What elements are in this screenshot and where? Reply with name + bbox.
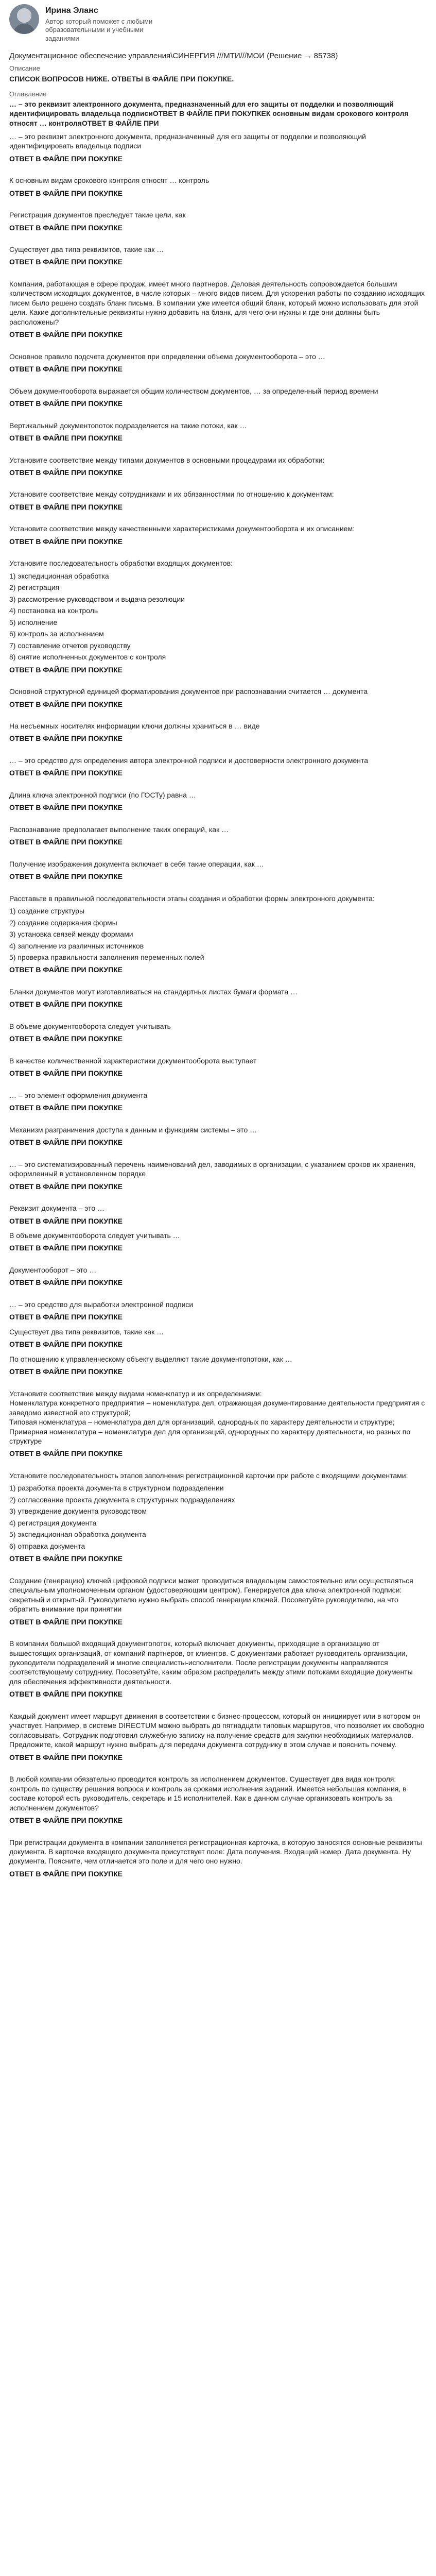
question-block — [9, 1056, 427, 1078]
question-item: 5) исполнение — [9, 618, 58, 626]
question-block — [9, 790, 427, 812]
question-block — [9, 489, 427, 512]
answer-label: ОТВЕТ В ФАЙЛЕ ПРИ ПОКУПКЕ — [9, 1278, 123, 1287]
question-text: Объем документооборота выражается общим количеством документов, … за определенный период времени — [9, 386, 378, 395]
question-item: 6) отправка документа — [9, 1541, 85, 1550]
question-block — [9, 987, 427, 1009]
question-block — [9, 245, 427, 267]
question-text: Установите последовательность этапов заполнения регистрационной карточки при работе с входящими документами: — [9, 1471, 408, 1480]
answer-label: ОТВЕТ В ФАЙЛЕ ПРИ ПОКУПКЕ — [9, 1690, 123, 1699]
answer-label: ОТВЕТ В ФАЙЛЕ ПРИ ПОКУПКЕ — [9, 965, 123, 974]
author-avatar[interactable] — [9, 4, 39, 34]
description-text: СПИСОК ВОПРОСОВ НИЖЕ. ОТВЕТЫ В ФАЙЛЕ ПРИ ПОКУПКЕ. — [9, 74, 234, 83]
question-text: В объеме документооборота следует учитывать … — [9, 1231, 180, 1240]
question-item: 6) контроль за исполнением — [9, 630, 104, 638]
question-block — [9, 1204, 427, 1226]
answer-label: ОТВЕТ В ФАЙЛЕ ПРИ ПОКУПКЕ — [9, 1753, 123, 1761]
answer-label: ОТВЕТ В ФАЙЛЕ ПРИ ПОКУПКЕ — [9, 1244, 123, 1252]
answer-label: ОТВЕТ В ФАЙЛЕ ПРИ ПОКУПКЕ — [9, 665, 123, 674]
answer-label: ОТВЕТ В ФАЙЛЕ ПРИ ПОКУПКЕ — [9, 330, 123, 339]
question-text: Бланки документов могут изготавливаться на стандартных листах бумаги формата … — [9, 987, 298, 996]
question-text: Основное правило подсчета документов при определении объема документооборота – это … — [9, 352, 325, 361]
question-text: Установите соответствие между сотрудниками и их обязанностями по отношению к документам: — [9, 490, 334, 499]
question-block — [9, 1300, 427, 1322]
toc-text: … – это реквизит электронного документа, предназначенный для его защиты от подделки и позволяющий идентифицировать владельца подписиОТВЕТ В ФАЙЛЕ ПРИ ПОКУПКЕК основным видам срокового контроля относят … контроляОТВЕТ В ФАЙЛЕ ПРИ — [9, 100, 409, 127]
answer-label: ОТВЕТ В ФАЙЛЕ ПРИ ПОКУПКЕ — [9, 700, 123, 708]
page-title: Документационное обеспечение управления\СИНЕРГИЯ ///МТИ///МОИ (Решение → 85738) — [9, 51, 338, 60]
question-text: … – это средство для выработки электронной подписи — [9, 1300, 194, 1309]
question-text: Длина ключа электронной подписи (по ГОСТу) равна … — [9, 790, 196, 799]
answer-label: ОТВЕТ В ФАЙЛЕ ПРИ ПОКУПКЕ — [9, 769, 123, 777]
answer-label: ОТВЕТ В ФАЙЛЕ ПРИ ПОКУПКЕ — [9, 258, 123, 266]
question-block — [9, 1639, 427, 1699]
question-block — [9, 210, 427, 232]
answer-label: ОТВЕТ В ФАЙЛЕ ПРИ ПОКУПКЕ — [9, 399, 123, 408]
question-block — [9, 1471, 427, 1564]
question-block — [9, 1838, 427, 1879]
question-block — [9, 1711, 427, 1762]
answer-label: ОТВЕТ В ФАЙЛЕ ПРИ ПОКУПКЕ — [9, 502, 123, 511]
answer-label: ОТВЕТ В ФАЙЛЕ ПРИ ПОКУПКЕ — [9, 872, 123, 881]
answer-label: ОТВЕТ В ФАЙЛЕ ПРИ ПОКУПКЕ — [9, 1449, 123, 1458]
question-text: Существует два типа реквизитов, такие как … — [9, 1327, 164, 1336]
question-text: Установите последовательность обработки входящих документов: — [9, 559, 233, 568]
question-item: 3) установка связей между формами — [9, 930, 133, 939]
answer-label: ОТВЕТ В ФАЙЛЕ ПРИ ПОКУПКЕ — [9, 1340, 123, 1349]
question-text: Расставьте в правильной последовательности этапы создания и обработки формы электронного документа: — [9, 894, 375, 903]
question-block — [9, 1774, 427, 1825]
question-text: … – это элемент оформления документа — [9, 1091, 148, 1099]
question-text: Документооборот – это … — [9, 1265, 97, 1274]
question-text: Существует два типа реквизитов, такие как … — [9, 245, 164, 253]
answer-label: ОТВЕТ В ФАЙЛЕ ПРИ ПОКУПКЕ — [9, 1138, 123, 1147]
question-text: Реквизит документа – это … — [9, 1204, 105, 1213]
question-item: 1) разработка проекта документа в структурном подразделении — [9, 1484, 224, 1493]
question-block — [9, 859, 427, 882]
answer-label: ОТВЕТ В ФАЙЛЕ ПРИ ПОКУПКЕ — [9, 154, 123, 163]
question-block — [9, 132, 427, 163]
question-item: 8) снятие исполненных документов с контроля — [9, 653, 166, 662]
question-block — [9, 1389, 427, 1459]
question-item: 7) составление отчетов руководству — [9, 641, 131, 650]
question-items — [9, 906, 427, 962]
question-item: 4) заполнение из различных источников — [9, 941, 144, 950]
question-block — [9, 1265, 427, 1287]
author-name[interactable]: Ирина Эланс — [45, 6, 98, 15]
question-block — [9, 721, 427, 743]
question-block — [9, 1576, 427, 1626]
question-block — [9, 352, 427, 374]
question-item: 4) постановка на контроль — [9, 606, 98, 615]
question-item: 5) проверка правильности заполнения переменных полей — [9, 953, 204, 962]
author-block — [9, 4, 427, 43]
question-block — [9, 687, 427, 709]
question-text: Установите соответствие между видами номенклатур и их определениями: Номенклатура конкретного предприятия – номенклатура дел, отражающая документирование деятельности предприятия с заведомо известной его структурой; Типовая номенклатура – номенклатура дел для организаций, однородных по характеру деятельности и структуре; Примерная номенклатура – номенклатура дел для организаций, однородных по характеру деятельности, но разных по структуре — [9, 1389, 425, 1446]
question-block — [9, 279, 427, 340]
answer-label: ОТВЕТ В ФАЙЛЕ ПРИ ПОКУПКЕ — [9, 1069, 123, 1078]
question-block — [9, 894, 427, 975]
question-text: Установите соответствие между типами документов в основными процедурами их обработки: — [9, 455, 325, 464]
answer-label: ОТВЕТ В ФАЙЛЕ ПРИ ПОКУПКЕ — [9, 537, 123, 546]
question-block — [9, 825, 427, 847]
question-text: … – это реквизит электронного документа, предназначенный для его защиты от подделки и позволяющий идентифицировать владельца подписи — [9, 132, 366, 150]
question-text: В объеме документооборота следует учитывать — [9, 1022, 171, 1030]
answer-label: ОТВЕТ В ФАЙЛЕ ПРИ ПОКУПКЕ — [9, 434, 123, 443]
question-text: Регистрация документов преследует такие цели, как — [9, 211, 186, 219]
answer-label: ОТВЕТ В ФАЙЛЕ ПРИ ПОКУПКЕ — [9, 1869, 123, 1878]
question-item: 4) регистрация документа — [9, 1518, 97, 1527]
question-text: Вертикальный документопоток подразделяется на такие потоки, как … — [9, 421, 247, 430]
description-label: Описание — [9, 64, 40, 73]
question-block — [9, 1022, 427, 1044]
answer-label: ОТВЕТ В ФАЙЛЕ ПРИ ПОКУПКЕ — [9, 365, 123, 374]
question-block — [9, 455, 427, 478]
question-text: В компании большой входящий документопоток, который включает документы, приходящие в организацию от вышестоящих организаций, от компаний партнеров, от клиентов. С документами работает руководитель организации, руководители подразделений и многие специалисты-исполнители. После регистрации документы направляются соответствующему сотруднику. Посоветуйте, каким образом распределить между этими потоками входящие документы для обеспечения эффективности деятельности. — [9, 1639, 413, 1686]
answer-label: ОТВЕТ В ФАЙЛЕ ПРИ ПОКУПКЕ — [9, 1367, 123, 1376]
answer-label: ОТВЕТ В ФАЙЛЕ ПРИ ПОКУПКЕ — [9, 1000, 123, 1009]
answer-label: ОТВЕТ В ФАЙЛЕ ПРИ ПОКУПКЕ — [9, 1035, 123, 1043]
question-item: 2) согласование проекта документа в структурных подразделениях — [9, 1495, 235, 1504]
question-item: 2) регистрация — [9, 583, 60, 592]
questions-list — [9, 132, 427, 1879]
toc-label: Оглавление — [9, 90, 47, 98]
question-text: Получение изображения документа включает в себя такие операции, как … — [9, 859, 264, 868]
question-text: В любой компании обязательно проводится контроль за исполнением документов. Существует два вида контроля: контроль по существу решения вопроса и контроль за сроками исполнения заданий. Имеется небольшая компания, в составе которой есть руководитель, секретарь и 15 исполнителей. Как в данном случае организовать контроль за исполнением документов? — [9, 1775, 407, 1812]
question-text: Механизм разграничения доступа к данным и функциям системы – это … — [9, 1125, 257, 1134]
question-block — [9, 524, 427, 546]
answer-label: ОТВЕТ В ФАЙЛЕ ПРИ ПОКУПКЕ — [9, 1617, 123, 1626]
answer-label: ОТВЕТ В ФАЙЛЕ ПРИ ПОКУПКЕ — [9, 468, 123, 477]
answer-label: ОТВЕТ В ФАЙЛЕ ПРИ ПОКУПКЕ — [9, 803, 123, 812]
question-item: 2) создание содержания формы — [9, 918, 117, 927]
answer-label: ОТВЕТ В ФАЙЛЕ ПРИ ПОКУПКЕ — [9, 189, 123, 197]
question-text: … – это систематизированный перечень наименований дел, заводимых в организации, с указанием сроков их хранения, оформленный в установленном порядке — [9, 1160, 416, 1178]
question-item: 5) экспедиционная обработка документа — [9, 1530, 146, 1539]
question-items — [9, 1483, 427, 1551]
question-item: 3) рассмотрение руководством и выдача резолюции — [9, 595, 185, 603]
question-block — [9, 386, 427, 409]
question-text: Установите соответствие между качественными характеристиками документооборота и их описанием: — [9, 524, 355, 533]
answer-label: ОТВЕТ В ФАЙЛЕ ПРИ ПОКУПКЕ — [9, 1313, 123, 1321]
answer-label: ОТВЕТ В ФАЙЛЕ ПРИ ПОКУПКЕ — [9, 1182, 123, 1191]
question-text: По отношению к управленческому объекту выделяют такие документопотоки, как … — [9, 1354, 292, 1363]
answer-label: ОТВЕТ В ФАЙЛЕ ПРИ ПОКУПКЕ — [9, 1104, 123, 1112]
question-text: Основной структурной единицей форматирования документов при распознавании считается … документа — [9, 687, 368, 696]
question-block — [9, 421, 427, 443]
question-block — [9, 756, 427, 778]
question-item: 1) создание структуры — [9, 907, 85, 916]
question-block — [9, 1231, 427, 1253]
answer-label: ОТВЕТ В ФАЙЛЕ ПРИ ПОКУПКЕ — [9, 734, 123, 743]
question-text: … – это средство для определения автора электронной подписи и достоверности электронного документа — [9, 756, 369, 765]
question-text: Каждый документ имеет маршрут движения в соответствии с бизнес-процессом, который он инициирует или в котором он участвует. Например, в системе DIRECTUM можно выбрать до пятнадцати типовых маршрутов, что позволяет их свободно согласовывать. Сотрудник подготовил служебную записку на получение средств для закупки необходимых материалов. Предложите, какой маршрут нужно выбрать для передачи документа сотруднику в этом случае и пояснить почему. — [9, 1711, 425, 1749]
author-description: Автор который поможет с любыми образовательными и учебными заданиями — [45, 18, 153, 42]
question-text: При регистрации документа в компании заполняется регистрационная карточка, в которую заносятся основные реквизиты документа. В карточке входящего документа присутствует поле: Дата получения. Входящий номер. Дата документа. Ну документа. Поясните, чем отличается это поле и для чего оно нужно. — [9, 1838, 422, 1866]
question-item: 1) экспедиционная обработка — [9, 571, 109, 580]
question-item: 3) утверждение документа руководством — [9, 1507, 147, 1516]
question-text: Создание (генерацию) ключей цифровой подписи может проводиться владельцем самостоятельно или осуществляться специальным уполномоченным органом (удостоверяющим центром). Генерируется два ключа электронной подписи: секретный и открытый. Руководителю нужно выбрать способ генерации ключей. Посоветуйте руководителю, на что обратить внимание при принятии — [9, 1576, 413, 1614]
question-block — [9, 176, 427, 198]
question-block — [9, 1327, 427, 1349]
question-text: К основным видам срокового контроля относят … контроль — [9, 176, 210, 185]
question-block — [9, 1160, 427, 1191]
answer-label: ОТВЕТ В ФАЙЛЕ ПРИ ПОКУПКЕ — [9, 1816, 123, 1825]
answer-label: ОТВЕТ В ФАЙЛЕ ПРИ ПОКУПКЕ — [9, 838, 123, 846]
question-text: Компания, работающая в сфере продаж, имеет много партнеров. Деловая деятельность сопровождается большим количеством исходящих документов, в числе которых – много видов писем. Для ускорения работы по созданию исходящих писем было решено создать бланк письма. В компании уже имеется общий бланк, который можно использовать для этой цели. Какие дополнительные реквизиты нужно добавить на бланк, для чего они нужны и где они должны быть расположены? — [9, 279, 425, 326]
question-block — [9, 1091, 427, 1113]
answer-label: ОТВЕТ В ФАЙЛЕ ПРИ ПОКУПКЕ — [9, 1216, 123, 1225]
question-block — [9, 1125, 427, 1147]
question-block — [9, 558, 427, 674]
question-items — [9, 571, 427, 662]
author-info — [45, 4, 169, 43]
answer-label: ОТВЕТ В ФАЙЛЕ ПРИ ПОКУПКЕ — [9, 223, 123, 232]
question-block — [9, 1354, 427, 1377]
answer-label: ОТВЕТ В ФАЙЛЕ ПРИ ПОКУПКЕ — [9, 1554, 123, 1563]
question-text: На несъемных носителях информации ключи должны храниться в … виде — [9, 721, 260, 730]
question-text: В качестве количественной характеристики документооборота выступает — [9, 1056, 257, 1065]
question-text: Распознавание предполагает выполнение таких операций, как … — [9, 825, 229, 834]
